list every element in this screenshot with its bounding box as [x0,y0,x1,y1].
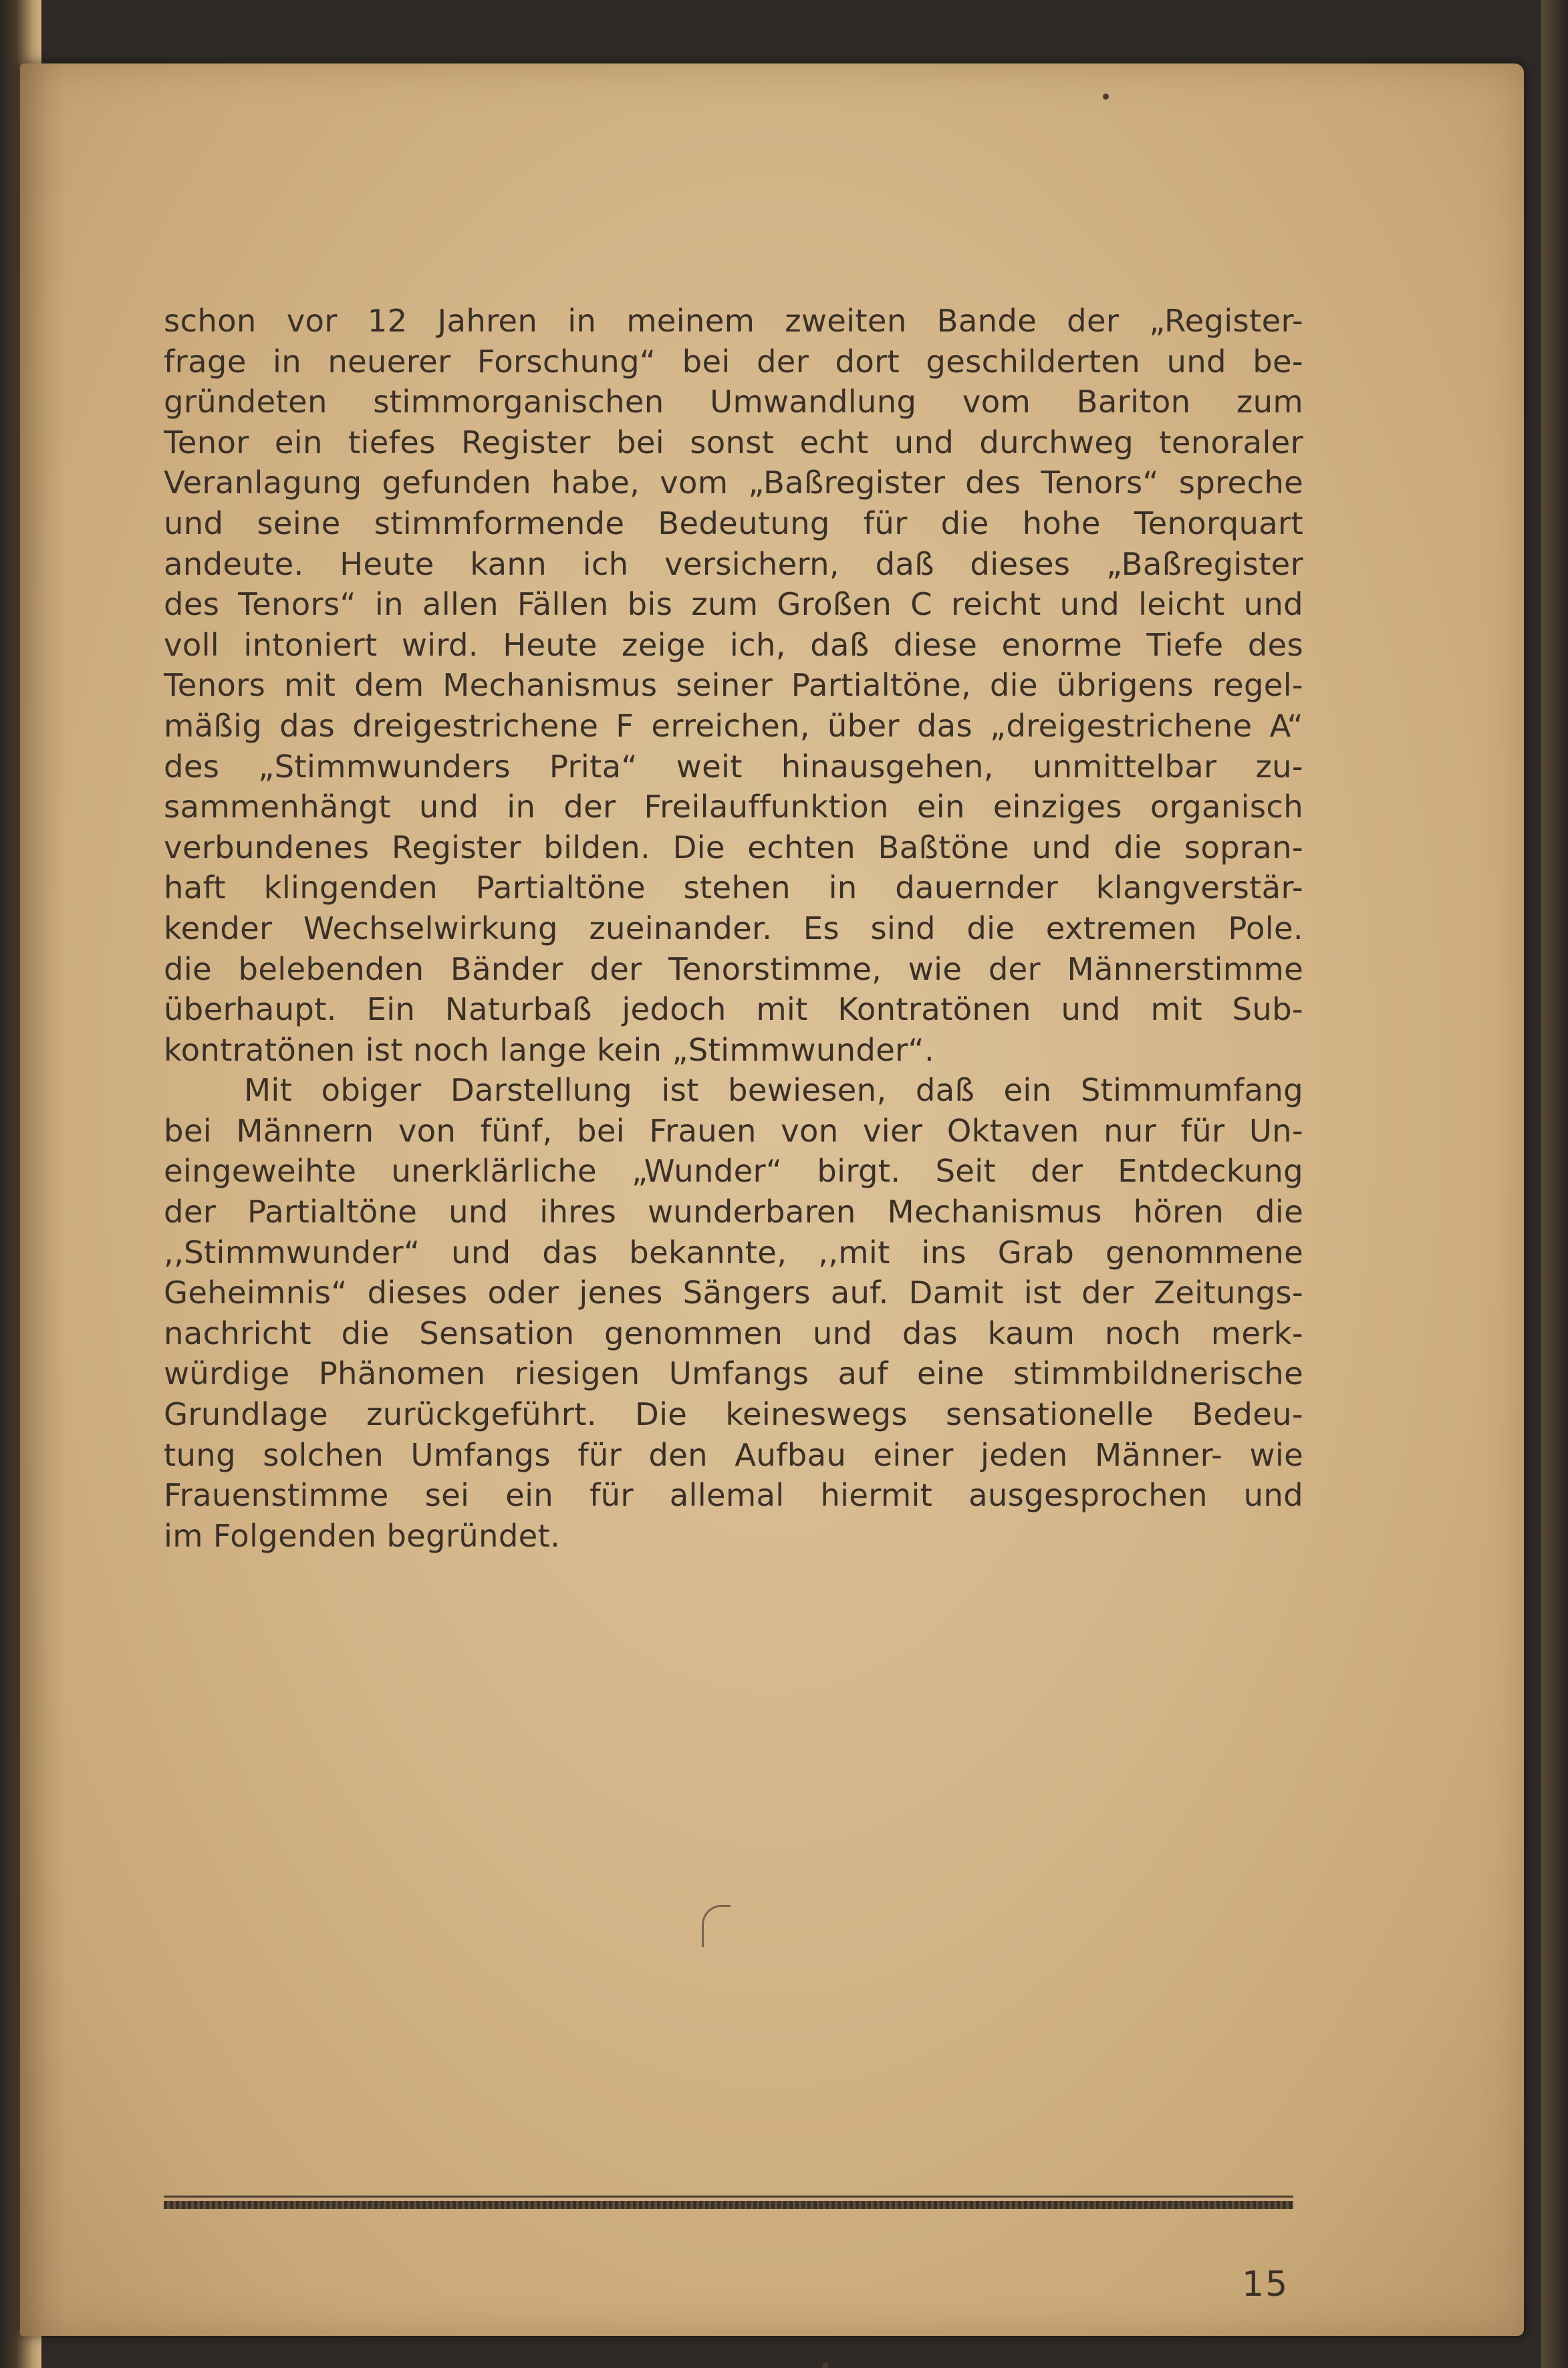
text-line: der Partialtöne und ihres wunderbaren Mechanismus hören die [164,1194,1303,1230]
text-line: voll intoniert wird. Heute zeige ich, daß diese enorme Tiefe des [164,626,1303,663]
paper-speck [1103,94,1109,100]
footer-rule-ornament [164,2201,1293,2209]
text-line: des Tenors“ in allen Fällen bis zum Großen C reicht und leicht und [164,586,1303,623]
footer-rule-top-line [164,2196,1293,2198]
text-line: Veranlagung gefunden habe, vom „Baßregister des Tenors“ spreche [164,465,1303,501]
text-line: würdige Phänomen riesigen Umfangs auf eine stimmbildnerische [164,1355,1303,1392]
text-line: bei Männern von fünf, bei Frauen von vier Oktaven nur für Un- [164,1112,1303,1149]
paper-speck [822,2363,829,2368]
text-line: eingeweihte unerklärliche „Wunder“ birgt. Seit der Entdeckung [164,1153,1303,1190]
text-line: verbundenes Register bilden. Die echten Baßtöne und die sopran- [164,829,1303,866]
text-line: sammenhängt und in der Freilauffunktion ein einziges organisch [164,789,1303,825]
text-line: des „Stimmwunders Prita“ weit hinausgehen, unmittelbar zu- [164,748,1303,785]
text-line: Tenor ein tiefes Register bei sonst echt und durchweg tenoraler [164,424,1303,461]
text-line: Geheimnis“ dieses oder jenes Sängers auf. Damit ist der Zeitungs- [164,1275,1303,1311]
text-line: gründeten stimmorganischen Umwandlung vom Bariton zum [164,384,1303,420]
footer-rule [164,2196,1293,2210]
text-line: Mit obiger Darstellung ist bewiesen, daß ein Stimmumfang [244,1072,1303,1109]
body-text [164,301,1303,1556]
text-line: im Folgenden begründet. [164,1517,561,1554]
text-line: haft klingenden Partialtöne stehen in dauernder klangverstär- [164,870,1303,906]
text-line: und seine stimmformende Bedeutung für die hohe Tenorquart [164,505,1303,541]
stray-pencil-mark [702,1905,731,1947]
text-line: Grundlage zurückgeführt. Die keineswegs sensationelle Bedeu- [164,1396,1303,1433]
text-line: tung solchen Umfangs für den Aufbau einer jeden Männer- wie [164,1436,1303,1473]
text-line: überhaupt. Ein Naturbaß jedoch mit Kontratönen und mit Sub- [164,991,1303,1028]
text-line: nachricht die Sensation genommen und das kaum noch merk- [164,1315,1303,1351]
text-line: kender Wechselwirkung zueinander. Es sind die extremen Pole. [164,910,1303,946]
text-line: andeute. Heute kann ich versichern, daß dieses „Baßregister [164,545,1303,582]
page-number: 15 [1242,2264,1289,2305]
text-line: Frauenstimme sei ein für allemal hiermit ausgesprochen und [164,1477,1303,1514]
text-line: kontratönen ist noch lange kein „Stimmwunder“. [164,1031,935,1068]
text-line: die belebenden Bänder der Tenorstimme, wie der Männerstimme [164,950,1303,987]
text-line: mäßig das dreigestrichene F erreichen, über das „dreigestrichene A“ [164,707,1303,744]
text-line: Tenors mit dem Mechanismus seiner Partialtöne, die übrigens regel- [164,667,1303,704]
page-fold-shadow [20,63,67,2336]
text-line: schon vor 12 Jahren in meinem zweiten Bande der „Register- [164,303,1303,339]
book-page [20,63,1524,2336]
text-line: frage in neuerer Forschung“ bei der dort geschilderten und be- [164,343,1303,380]
text-line: ,,Stimmwunder“ und das bekannte, ,,mit ins Grab genommene [164,1234,1303,1271]
book-right-edge [1541,0,1568,2368]
